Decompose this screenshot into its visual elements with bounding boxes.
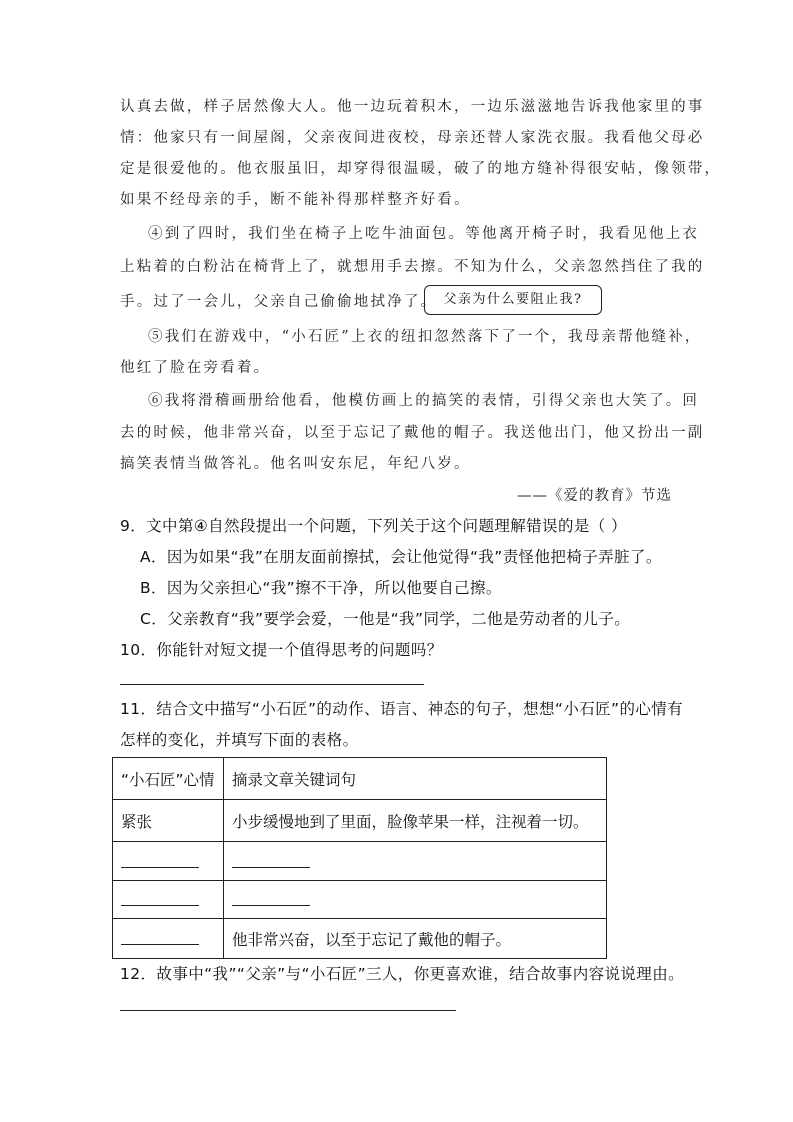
question-10-stem: 10．你能针对短文提一个值得思考的问题吗？ [120, 641, 443, 659]
passage-line: 上粘着的白粉沾在椅背上了，就想用手去擦。不知为什么，父亲忽然挡住了我的 [120, 259, 705, 275]
table-cell-quote[interactable] [224, 881, 607, 919]
question-12-stem: 12．故事中“我”“父亲”与“小石匠”三人，你更喜欢谁，结合故事内容说说理由。 [120, 965, 685, 983]
passage-line: 搞笑表情当做答礼。他名叫安东尼，年纪八岁。 [120, 456, 471, 472]
table-cell-quote: 他非常兴奋，以至于忘记了戴他的帽子。 [224, 919, 607, 959]
passage-line: 手。过了一会儿，父亲自己偷偷地拭净了。 [120, 294, 438, 310]
passage-line: 情：他家只有一间屋阁，父亲夜间进夜校，母亲还替人家洗衣服。我看他父母必 [120, 130, 705, 146]
question-12-answer-line[interactable] [120, 1010, 456, 1011]
table-cell-quote[interactable] [224, 842, 607, 881]
mood-table [112, 757, 607, 959]
table-row [113, 800, 607, 842]
question-9-option-b: B．因为父亲担心“我”擦不干净，所以他要自己擦。 [140, 579, 502, 597]
table-cell-mood[interactable] [113, 881, 224, 919]
table-cell-quote: 小步缓慢地到了里面，脸像苹果一样，注视着一切。 [224, 800, 607, 842]
passage-line: 他红了脸在旁看着。 [120, 360, 271, 376]
passage-line: 如果不经母亲的手，断不能补得那样整齐好看。 [120, 192, 471, 208]
passage-line: ⑥我将滑稽画册给他看，他模仿画上的搞笑的表情，引得父亲也大笑了。回 [148, 393, 700, 409]
table-row [113, 881, 607, 919]
question-10-answer-line[interactable] [120, 684, 424, 685]
fill-in-blank[interactable] [232, 904, 310, 906]
question-9-option-c: C．父亲教育“我”要学会爱，一他是“我”同学，二他是劳动者的儿子。 [140, 610, 631, 628]
table-header-row [113, 758, 607, 800]
question-11-stem: 11．结合文中描写“小石匠”的动作、语言、神态的句子，想想“小石匠”的心情有 [120, 700, 684, 718]
passage-line: 定是很爱他的。他衣服虽旧，却穿得很温暖，破了的地方缝补得很安帖，像领带， [120, 161, 722, 177]
table-row [113, 919, 607, 959]
question-9-stem: 9．文中第④自然段提出一个问题，下列关于这个问题理解错误的是（ ） [120, 517, 627, 535]
passage-line: 去的时候，他非常兴奋，以至于忘记了戴他的帽子。我送他出门，他又扮出一副 [120, 425, 705, 441]
table-row [113, 842, 607, 881]
question-9-option-a: A．因为如果“我”在朋友面前擦拭，会让他觉得“我”责怪他把椅子弄脏了。 [140, 548, 662, 566]
table-cell-mood: 紧张 [113, 800, 224, 842]
passage-line: ⑤我们在游戏中，“小石匠”上衣的纽扣忽然落下了一个，我母亲帮他缝补， [148, 329, 702, 345]
fill-in-blank[interactable] [121, 866, 199, 868]
source-citation: ——《爱的教育》节选 [517, 488, 672, 504]
table-header-mood: “小石匠”心情 [113, 758, 224, 800]
question-callout-box: 父亲为什么要阻止我? [424, 285, 602, 315]
passage-line: ④到了四时，我们坐在椅子上吃牛油面包。等他离开椅子时，我看见他上衣 [148, 226, 700, 242]
fill-in-blank[interactable] [232, 866, 310, 868]
table-cell-mood[interactable] [113, 919, 224, 959]
table-header-quote: 摘录文章关键词句 [224, 758, 607, 800]
fill-in-blank[interactable] [121, 904, 199, 906]
passage-line: 认真去做，样子居然像大人。他一边玩着积木，一边乐滋滋地告诉我他家里的事 [120, 99, 705, 115]
question-11-stem: 怎样的变化，并填写下面的表格。 [120, 731, 359, 749]
table-cell-mood[interactable] [113, 842, 224, 881]
fill-in-blank[interactable] [121, 943, 199, 945]
